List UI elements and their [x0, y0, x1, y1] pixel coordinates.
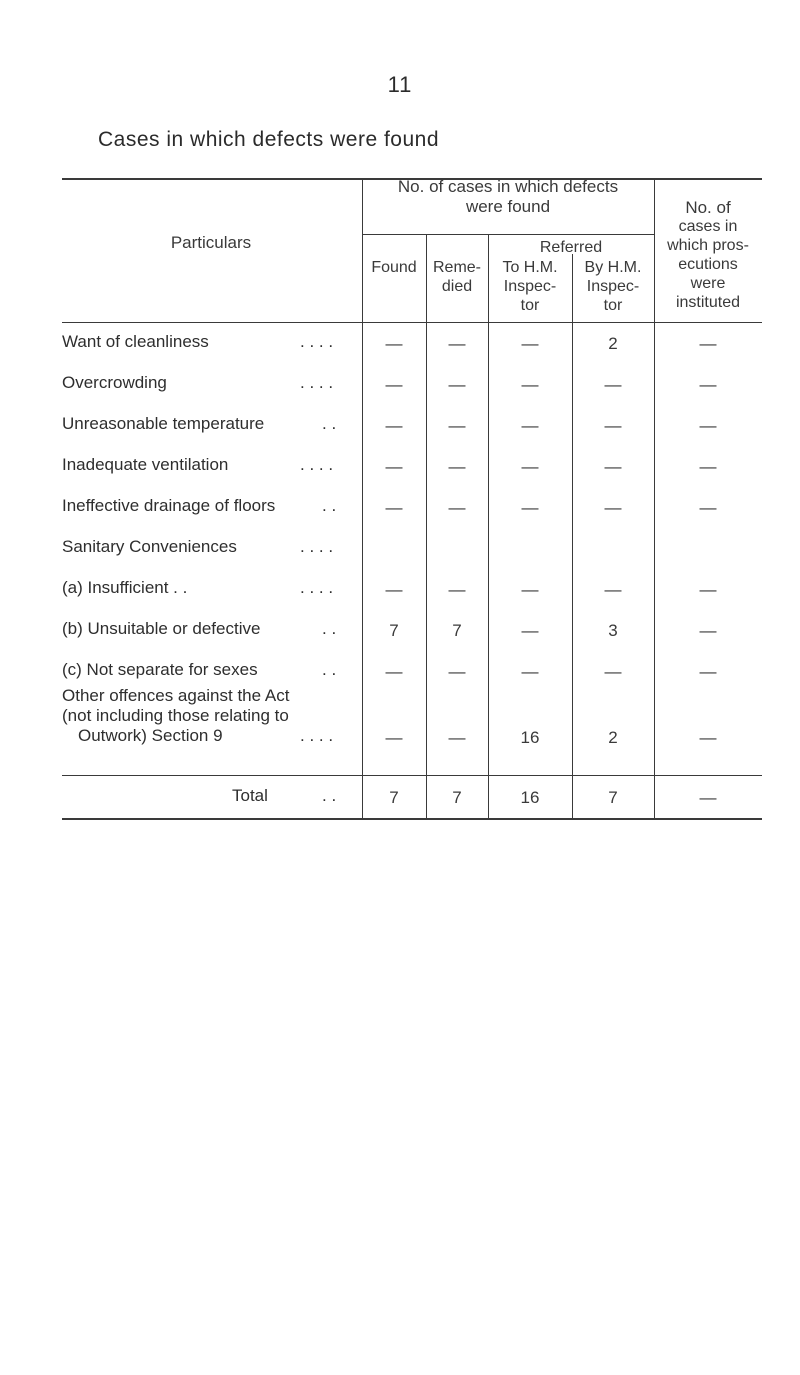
cell-by-hm: 2 [608, 334, 618, 353]
cell-by-hm: — [604, 580, 622, 599]
cell-remedied: — [448, 416, 466, 435]
header-prosecutions-line5: were [690, 275, 726, 292]
cell-found: — [385, 457, 403, 476]
header-bottom-rule [62, 322, 762, 323]
header-referred: Referred [539, 239, 603, 256]
cell-remedied: — [448, 580, 466, 599]
cell-prosecutions: — [699, 375, 717, 394]
row-label: (b) Unsuitable or defective [62, 619, 261, 638]
row-label: Overcrowding [62, 373, 167, 392]
cell-prosecutions: — [699, 621, 717, 640]
header-to-hm-line3: tor [520, 297, 540, 314]
cell-to-hm: — [521, 621, 539, 640]
cell-found: — [385, 498, 403, 517]
row-label: (a) Insufficient . . [62, 578, 188, 597]
table-bottom-rule [62, 818, 762, 820]
header-prosecutions-line2: cases in [678, 218, 738, 235]
header-by-hm-inspector [572, 258, 654, 315]
header-prosecutions-line4: ecutions [678, 256, 738, 273]
cell-to-hm: — [521, 498, 539, 517]
cell-to-hm: — [521, 580, 539, 599]
other-cell-remedied: — [448, 728, 466, 747]
header-prosecutions-line3: which pros- [667, 237, 749, 254]
cell-prosecutions: — [699, 416, 717, 435]
header-to-hm-line2: Inspec- [503, 278, 557, 295]
cell-remedied: 7 [452, 621, 462, 640]
cell-found: — [385, 375, 403, 394]
row-leader-dots: . . . . [300, 537, 334, 556]
other-cell-to-hm: 16 [520, 728, 540, 747]
header-group-line2: were found [465, 197, 551, 216]
cell-found: — [385, 580, 403, 599]
header-remedied-line1: Reme- [432, 259, 481, 276]
total-cell-found: 7 [389, 788, 399, 807]
other-cell-prosecutions: — [699, 728, 717, 747]
header-group-line1: No. of cases in which defects [397, 177, 619, 196]
cell-found: 7 [389, 621, 399, 640]
cell-remedied: — [448, 334, 466, 353]
other-offences-label-line2: (not including those relating to [62, 706, 289, 725]
row-leader-dots: . . . . [300, 373, 334, 392]
row-leader-dots: . . . . [300, 332, 334, 351]
cell-by-hm: — [604, 457, 622, 476]
cell-by-hm: — [604, 375, 622, 394]
header-by-hm-line2: Inspec- [586, 278, 640, 295]
header-prosecutions-line1: No. of [685, 198, 731, 217]
cell-found: — [385, 334, 403, 353]
cell-by-hm: — [604, 662, 622, 681]
header-prosecutions [654, 198, 762, 312]
total-top-rule [62, 775, 762, 776]
cell-prosecutions: — [699, 457, 717, 476]
cell-remedied: — [448, 375, 466, 394]
total-label: Total [232, 786, 268, 805]
row-leader-dots: . . . . [300, 578, 334, 597]
row-label: Ineffective drainage of floors [62, 496, 276, 515]
row-label: (c) Not separate for sexes [62, 660, 258, 679]
cell-prosecutions: — [699, 334, 717, 353]
cell-to-hm: — [521, 662, 539, 681]
row-leader-dots: . . [322, 496, 337, 515]
cell-remedied: — [448, 498, 466, 517]
cell-to-hm: — [521, 416, 539, 435]
header-group [362, 177, 654, 217]
cell-remedied: — [448, 662, 466, 681]
page-number: 11 [387, 72, 413, 97]
row-leader-dots: . . [322, 660, 337, 679]
header-particulars: Particulars [170, 233, 252, 252]
header-remedied [426, 258, 488, 296]
cell-prosecutions: — [699, 580, 717, 599]
row-leader-dots: . . [322, 619, 337, 638]
cell-prosecutions: — [699, 662, 717, 681]
row-label: Want of cleanliness [62, 332, 209, 351]
cell-by-hm: — [604, 416, 622, 435]
total-dots: . . [322, 786, 337, 805]
header-by-hm-line1: By H.M. [584, 259, 642, 276]
cell-to-hm: — [521, 457, 539, 476]
other-offences-label-line3: Outwork) Section 9 [78, 726, 223, 745]
header-found: Found [371, 259, 417, 276]
header-remedied-line2: died [441, 278, 473, 295]
other-offences-label-line1: Other offences against the Act [62, 686, 290, 705]
cell-by-hm: 3 [608, 621, 618, 640]
row-leader-dots: . . . . [300, 455, 334, 474]
header-prosecutions-line6: instituted [675, 294, 741, 311]
header-to-hm-line1: To H.M. [502, 259, 558, 276]
row-label: Sanitary Conveniences [62, 537, 237, 556]
cell-to-hm: — [521, 375, 539, 394]
cell-by-hm: — [604, 498, 622, 517]
header-by-hm-line3: tor [603, 297, 623, 314]
other-cell-by-hm: 2 [608, 728, 618, 747]
other-cell-found: — [385, 728, 403, 747]
cell-found: — [385, 416, 403, 435]
page-title: Cases in which defects were found [98, 128, 440, 151]
header-to-hm-inspector [488, 258, 572, 315]
row-label: Unreasonable temperature [62, 414, 265, 433]
other-offences-dots: . . . . [300, 726, 334, 745]
cell-prosecutions: — [699, 498, 717, 517]
cell-remedied: — [448, 457, 466, 476]
row-label: Inadequate ventilation [62, 455, 229, 474]
cell-to-hm: — [521, 334, 539, 353]
header-sub-rule [362, 234, 654, 235]
cell-found: — [385, 662, 403, 681]
row-leader-dots: . . [322, 414, 337, 433]
total-cell-to-hm: 16 [520, 788, 540, 807]
total-cell-by-hm: 7 [608, 788, 618, 807]
total-cell-remedied: 7 [452, 788, 462, 807]
total-cell-prosecutions: — [699, 788, 717, 807]
